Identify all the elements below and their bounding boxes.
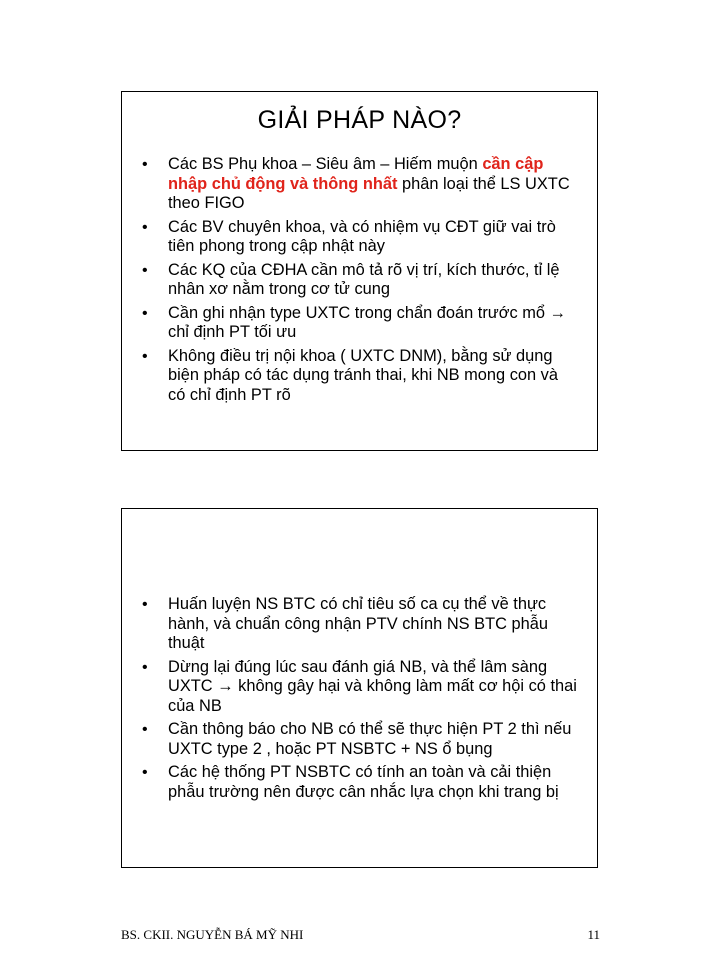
list-item-text: Các BV chuyên khoa, và có nhiệm vụ CĐT giữ vai trò tiên phong trong cập nhật này [168,217,556,255]
list-item [140,595,579,654]
arrow-right-icon: → [549,303,566,322]
list-item-text: Cần thông báo cho NB có thể sẽ thực hiện PT 2 thì nếu UXTC type 2 , hoặc PT NSBTC + NS ổ bụng [168,720,572,758]
list-item-text: Các KQ của CĐHA cần mô tả rõ vị trí, kích thước, tỉ lệ nhân xơ nằm trong cơ tử cung [168,260,560,298]
list-item-text: Huấn luyện NS BTC có chỉ tiêu số ca cụ thể về thực hành, và chuẩn công nhận PTV chính NS BTC phẫu thuật [168,595,548,652]
list-item [140,658,579,717]
bullet-icon: • [142,658,148,676]
footer-author: BS. CKII. NGUYỄN BÁ MỸ NHI [121,927,304,942]
bullet-icon: • [142,304,148,322]
list-item [140,155,579,214]
list-item-text: Các BS Phụ khoa – Siêu âm – Hiếm muộn [168,155,483,173]
list-item [140,347,579,406]
slide-1-frame [121,91,598,451]
list-item [140,304,579,343]
bullet-icon: • [142,156,148,173]
list-item-text: chỉ định PT tối ưu [168,323,297,341]
highlighted-text: cần cập nhập chủ động và thông nhất [168,155,544,193]
bullet-icon: • [142,596,148,613]
bullet-icon: • [142,347,148,365]
page-number: 11 [587,927,600,942]
bullet-icon: • [142,261,148,279]
slide-1-title: GIẢI PHÁP NÀO? [257,106,462,134]
list-item-text: Dừng lại đúng lúc sau đánh giá NB, và thể lâm sàng UXTC [168,657,548,695]
bullet-icon: • [142,764,148,781]
bullet-icon: • [142,218,148,236]
list-item [140,218,579,257]
list-item [140,763,579,802]
slide-1-bullet-list [140,155,579,409]
list-item-text: Không điều trị nội khoa ( UXTC DNM), bằng sử dụng biện pháp có tác dụng tránh thai, khi NB mong con và có chỉ định PT rõ [168,346,558,404]
slide-2-frame [121,508,598,868]
list-item-text: không gây hại và không làm mất cơ hội có thai của NB [168,677,577,715]
slide-2-bullet-list [140,595,579,806]
list-item-text: Cần ghi nhận type UXTC trong chẩn đoán trước mổ [168,303,550,322]
list-item [140,261,579,300]
bullet-icon: • [142,721,148,738]
list-item-text: phân loại thể LS UXTC theo FIGO [168,174,570,212]
list-item-text: Các hệ thống PT NSBTC có tính an toàn và cải thiện phẫu trường nên được cân nhắc lựa chọn khi trang bị [168,763,559,801]
list-item [140,720,579,759]
arrow-right-icon: → [217,677,234,695]
